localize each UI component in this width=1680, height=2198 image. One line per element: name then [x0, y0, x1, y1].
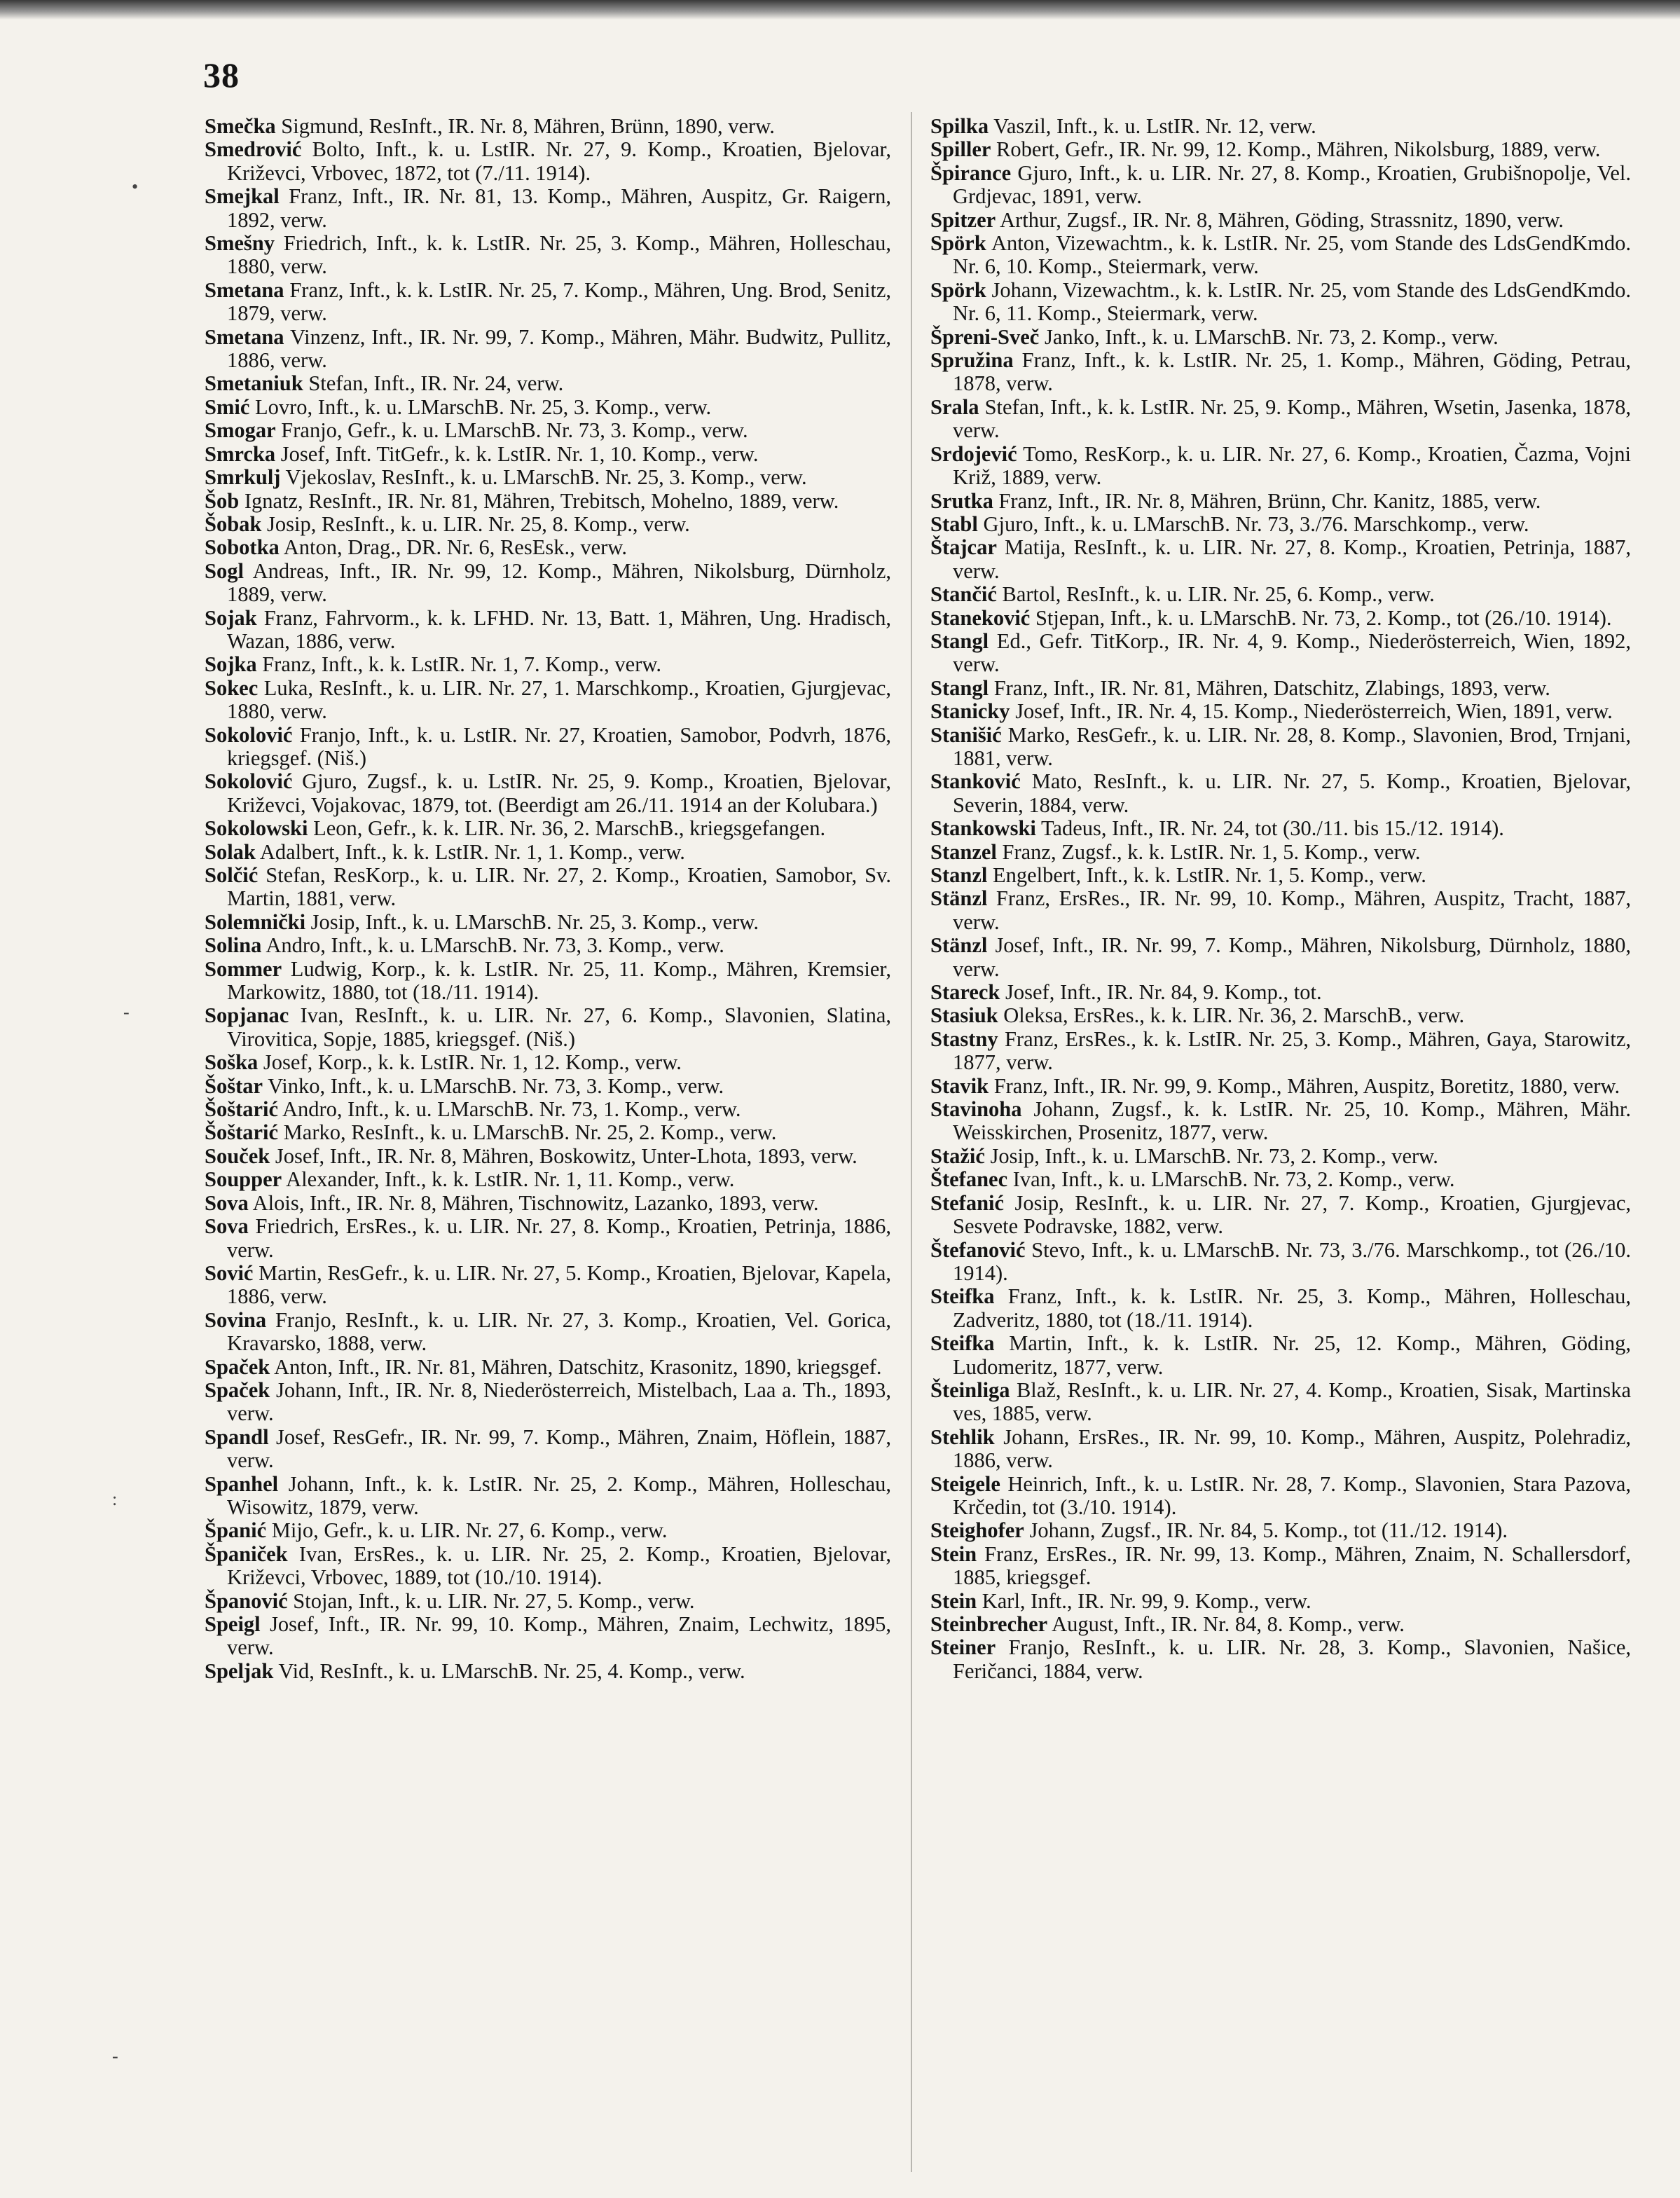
entry-details: Josef, Inft., IR. Nr. 8, Mähren, Boskowitz, Unter-Lhota, 1893, verw.	[270, 1143, 858, 1168]
entry-surname: Solina	[205, 933, 262, 958]
entry-surname: Stangl	[930, 675, 989, 700]
register-entry	[205, 958, 891, 1005]
register-entry	[205, 1145, 891, 1168]
entry-surname: Speigl	[205, 1612, 261, 1636]
entry-surname: Srdojević	[930, 441, 1017, 466]
entry-details: Anton, Inft., IR. Nr. 81, Mähren, Datschitz, Krasonitz, 1890, kriegsgef.	[270, 1354, 882, 1379]
register-entry	[205, 817, 891, 840]
entry-details: Luka, ResInft., k. u. LIR. Nr. 27, 1. Marschkomp., Kroatien, Gjurgjevac, 1880, verw.	[227, 675, 891, 724]
entry-details: Franz, Inft., IR. Nr. 81, 13. Komp., Mähren, Auspitz, Gr. Raigern, 1892, verw.	[227, 184, 891, 232]
entry-details: Josip, Inft., k. u. LMarschB. Nr. 73, 2. Komp., verw.	[984, 1143, 1438, 1168]
entry-surname: Spitzer	[930, 207, 996, 232]
entry-details: Johann, Vizewachtm., k. k. LstIR. Nr. 25, vom Stande des LdsGendKmdo. Nr. 6, 11. Komp., Steiermark, verw.	[953, 277, 1631, 326]
entry-details: Stojan, Inft., k. u. LIR. Nr. 27, 5. Komp., verw.	[287, 1588, 695, 1613]
entry-surname: Soupper	[205, 1167, 282, 1192]
entry-details: Marko, ResInft., k. u. LMarschB. Nr. 25, 2. Komp., verw.	[278, 1120, 777, 1145]
register-entry	[205, 841, 891, 864]
register-entry	[205, 677, 891, 724]
register-entry	[930, 770, 1631, 817]
entry-surname: Steighofer	[930, 1518, 1024, 1543]
entry-details: Johann, Inft., k. k. LstIR. Nr. 25, 2. Komp., Mähren, Holleschau, Wisowitz, 1879, verw.	[227, 1471, 891, 1519]
column-divider	[911, 112, 912, 2172]
register-entry	[930, 1473, 1631, 1520]
register-entry	[930, 1285, 1631, 1332]
entry-surname: Stavinoha	[930, 1097, 1022, 1122]
entry-surname: Stänzl	[930, 886, 988, 911]
register-entry	[205, 724, 891, 771]
entry-details: Andro, Inft., k. u. LMarschB. Nr. 73, 3. Komp., verw.	[261, 933, 724, 958]
entry-details: Josef, Inft., IR. Nr. 99, 7. Komp., Mähren, Nikolsburg, Dürnholz, 1880, verw.	[953, 933, 1631, 981]
entry-surname: Sova	[205, 1214, 249, 1239]
register-entry	[930, 279, 1631, 326]
entry-surname: Stankowski	[930, 816, 1036, 841]
entry-details: Martin, ResGefr., k. u. LIR. Nr. 27, 5. Komp., Kroatien, Bjelovar, Kapela, 1886, verw.	[227, 1261, 891, 1309]
entry-details: Franjo, Gefr., k. u. LMarschB. Nr. 73, 3. Komp., verw.	[275, 418, 748, 443]
entry-surname: Sogl	[205, 558, 244, 583]
register-entry	[205, 1075, 891, 1098]
entry-details: Arthur, Zugsf., IR. Nr. 8, Mähren, Göding, Strassnitz, 1890, verw.	[996, 207, 1564, 232]
register-entry	[930, 841, 1631, 864]
entry-surname: Solak	[205, 839, 256, 864]
entry-surname: Štajcar	[930, 535, 997, 560]
entry-details: Mato, ResInft., k. u. LIR. Nr. 27, 5. Komp., Kroatien, Bjelovar, Severin, 1884, verw.	[953, 769, 1631, 817]
register-entry	[930, 864, 1631, 887]
entry-surname: Stančić	[930, 582, 997, 607]
entry-details: Stefan, Inft., k. k. LstIR. Nr. 25, 9. Komp., Mähren, Wsetin, Jasenka, 1878, verw.	[953, 394, 1631, 443]
entry-surname: Smetana	[205, 277, 284, 302]
entry-surname: Steinbrecher	[930, 1612, 1048, 1636]
register-entry	[205, 911, 891, 934]
entry-surname: Španiček	[205, 1541, 288, 1566]
register-entry	[930, 115, 1631, 138]
register-entry	[205, 560, 891, 607]
entry-details: Bartol, ResInft., k. u. LIR. Nr. 25, 6. Komp., verw.	[996, 582, 1435, 607]
register-entry	[930, 934, 1631, 981]
entry-surname: Sović	[205, 1261, 254, 1285]
register-entry	[930, 1543, 1631, 1590]
entry-surname: Souček	[205, 1143, 270, 1168]
register-entry	[930, 349, 1631, 396]
entry-surname: Spilka	[930, 114, 989, 138]
entry-surname: Stanicky	[930, 699, 1010, 724]
register-entry	[205, 326, 891, 373]
entry-surname: Sopjanac	[205, 1003, 289, 1028]
entry-surname: Šteinliga	[930, 1378, 1010, 1402]
entry-details: August, Inft., IR. Nr. 84, 8. Komp., verw.	[1047, 1612, 1405, 1636]
entry-surname: Šoštar	[205, 1073, 263, 1098]
entry-surname: Spaček	[205, 1354, 270, 1379]
register-entry	[205, 115, 891, 138]
register-entry	[205, 607, 891, 654]
entry-details: Josef, Inft. TitGefr., k. k. LstIR. Nr. 1, 10. Komp., verw.	[275, 441, 759, 466]
register-entry	[205, 232, 891, 279]
register-entry	[205, 1660, 891, 1683]
register-entry	[205, 443, 891, 466]
register-entry	[205, 396, 891, 419]
entry-details: Karl, Inft., IR. Nr. 99, 9. Komp., verw.	[977, 1588, 1311, 1613]
register-entry	[205, 1168, 891, 1191]
register-entry	[930, 513, 1631, 536]
margin-dash: -	[112, 2046, 118, 2066]
entry-details: Leon, Gefr., k. k. LIR. Nr. 36, 2. MarschB., kriegsgefangen.	[308, 816, 826, 841]
entry-details: Mijo, Gefr., k. u. LIR. Nr. 27, 6. Komp., verw.	[266, 1518, 668, 1543]
entry-details: Josip, Inft., k. u. LMarschB. Nr. 25, 3. Komp., verw.	[305, 909, 759, 934]
entry-surname: Sojka	[205, 652, 257, 677]
entry-details: Ivan, Inft., k. u. LMarschB. Nr. 73, 2. Komp., verw.	[1007, 1167, 1455, 1192]
entry-details: Franz, Inft., IR. Nr. 81, Mähren, Datschitz, Zlabings, 1893, verw.	[989, 675, 1550, 700]
entry-surname: Stangl	[930, 629, 989, 653]
right-column	[930, 115, 1631, 1683]
register-entry	[930, 1590, 1631, 1613]
entry-details: Stefan, Inft., IR. Nr. 24, verw.	[303, 371, 564, 396]
register-entry	[205, 1473, 891, 1520]
entry-surname: Sobotka	[205, 535, 280, 560]
register-entry	[205, 934, 891, 957]
entry-surname: Solčić	[205, 863, 259, 887]
register-entry	[930, 443, 1631, 490]
entry-surname: Spaček	[205, 1378, 270, 1402]
entry-details: Vinko, Inft., k. u. LMarschB. Nr. 73, 3. Komp., verw.	[263, 1073, 724, 1098]
entry-details: Vid, ResInft., k. u. LMarschB. Nr. 25, 4. Komp., verw.	[273, 1658, 745, 1683]
entry-details: Alexander, Inft., k. k. LstIR. Nr. 1, 11. Komp., verw.	[282, 1167, 735, 1192]
register-entry	[205, 1004, 891, 1051]
entry-details: Friedrich, ErsRes., k. u. LIR. Nr. 27, 8. Komp., Kroatien, Petrinja, 1886, verw.	[227, 1214, 891, 1262]
entry-surname: Spörk	[930, 231, 986, 256]
register-entry	[930, 1192, 1631, 1239]
entry-surname: Šoštarić	[205, 1120, 279, 1145]
entry-details: Martin, Inft., k. k. LstIR. Nr. 25, 12. Komp., Mähren, Göding, Ludomeritz, 1877, verw.	[953, 1331, 1631, 1379]
register-entry	[930, 1004, 1631, 1027]
entry-details: Alois, Inft., IR. Nr. 8, Mähren, Tischnowitz, Lazanko, 1893, verw.	[248, 1190, 819, 1215]
register-entry	[930, 396, 1631, 443]
entry-details: Anton, Drag., DR. Nr. 6, ResEsk., verw.	[279, 535, 627, 560]
register-entry	[930, 1168, 1631, 1191]
register-entry	[930, 138, 1631, 161]
register-entry	[930, 326, 1631, 349]
entry-details: Gjuro, Zugsf., k. u. LstIR. Nr. 25, 9. Komp., Kroatien, Bjelovar, Križevci, Vojakovac, 1879, tot. (Beerdigt am 26./11. 1914 an der Kolubara.)	[227, 769, 891, 817]
register-entry	[930, 1332, 1631, 1379]
entry-surname: Sovina	[205, 1307, 267, 1332]
entry-surname: Stastny	[930, 1026, 998, 1051]
entry-details: Franz, Inft., k. k. LstIR. Nr. 25, 7. Komp., Mähren, Ung. Brod, Senitz, 1879, verw.	[227, 277, 891, 326]
entry-details: Johann, Inft., IR. Nr. 8, Niederösterreich, Mistelbach, Laa a. Th., 1893, verw.	[227, 1378, 891, 1426]
page-number: 38	[203, 55, 240, 95]
register-entry	[930, 630, 1631, 677]
entry-surname: Štefanović	[930, 1237, 1026, 1262]
register-entry	[930, 981, 1631, 1004]
entry-surname: Soška	[205, 1050, 259, 1075]
entry-details: Franz, Fahrvorm., k. k. LFHD. Nr. 13, Batt. 1, Mähren, Ung. Hradisch, Wazan, 1886, verw.	[227, 605, 891, 653]
entry-details: Franjo, ResInft., k. u. LIR. Nr. 27, 3. Komp., Kroatien, Vel. Gorica, Kravarsko, 1888, verw.	[227, 1307, 891, 1356]
register-entry	[930, 1379, 1631, 1426]
entry-surname: Smetaniuk	[205, 371, 303, 396]
register-entry	[205, 513, 891, 536]
entry-details: Vaszil, Inft., k. u. LstIR. Nr. 12, verw.	[989, 114, 1316, 138]
register-entry	[930, 1519, 1631, 1542]
entry-surname: Stanzel	[930, 839, 997, 864]
entry-details: Stevo, Inft., k. u. LMarschB. Nr. 73, 3./76. Marschkomp., tot (26./10. 1914).	[953, 1237, 1631, 1285]
entry-surname: Sokolović	[205, 722, 293, 747]
entry-details: Franz, ErsRes., k. k. LstIR. Nr. 25, 3. Komp., Mähren, Gaya, Starowitz, 1877, verw.	[953, 1026, 1631, 1075]
register-entry	[930, 1098, 1631, 1145]
entry-details: Janko, Inft., k. u. LMarschB. Nr. 73, 2. Komp., verw.	[1039, 324, 1499, 349]
register-entry	[205, 466, 891, 489]
register-entry	[205, 1051, 891, 1074]
register-entry	[205, 1590, 891, 1613]
entry-details: Tomo, ResKorp., k. u. LIR. Nr. 27, 6. Komp., Kroatien, Čazma, Vojni Križ, 1889, verw.	[953, 441, 1631, 490]
entry-details: Franz, ErsRes., IR. Nr. 99, 13. Komp., Mähren, Znaim, N. Schallersdorf, 1885, kriegsgef.	[953, 1541, 1631, 1590]
entry-details: Josef, ResGefr., IR. Nr. 99, 7. Komp., Mähren, Znaim, Höflein, 1887, verw.	[227, 1424, 891, 1473]
register-entry	[205, 279, 891, 326]
entry-surname: Špreni-Sveč	[930, 324, 1040, 349]
margin-colon: :	[112, 1489, 118, 1509]
entry-surname: Srutka	[930, 488, 993, 513]
entry-details: Marko, ResGefr., k. u. LIR. Nr. 28, 8. Komp., Slavonien, Brod, Trnjani, 1881, verw.	[953, 722, 1631, 770]
entry-details: Engelbert, Inft., k. k. LstIR. Nr. 1, 5. Komp., verw.	[987, 863, 1426, 887]
entry-details: Josef, Inft., IR. Nr. 4, 15. Komp., Niederösterreich, Wien, 1891, verw.	[1010, 699, 1613, 724]
entry-surname: Spiller	[930, 137, 991, 162]
entry-details: Franz, ErsRes., IR. Nr. 99, 10. Komp., Mähren, Auspitz, Tracht, 1887, verw.	[953, 886, 1631, 934]
entry-surname: Stažić	[930, 1143, 985, 1168]
entry-details: Ludwig, Korp., k. k. LstIR. Nr. 25, 11. Komp., Mähren, Kremsier, Markowitz, 1880, tot (18./11. 1914).	[227, 956, 891, 1005]
entry-surname: Španić	[205, 1518, 267, 1543]
entry-surname: Solemnički	[205, 909, 306, 934]
entry-surname: Španović	[205, 1588, 288, 1613]
entry-surname: Stareck	[930, 980, 1000, 1005]
register-entry	[205, 490, 891, 513]
register-entry	[930, 1239, 1631, 1286]
entry-surname: Stein	[930, 1588, 977, 1613]
register-entry	[930, 677, 1631, 700]
entry-details: Franz, Inft., k. k. LstIR. Nr. 1, 7. Komp., verw.	[256, 652, 662, 677]
register-entry	[930, 209, 1631, 232]
entry-details: Johann, Zugsf., k. k. LstIR. Nr. 25, 10. Komp., Mähren, Mähr. Weisskirchen, Prosenitz, 1877, verw.	[953, 1097, 1631, 1145]
entry-surname: Smić	[205, 394, 250, 419]
register-entry	[205, 185, 891, 232]
entry-details: Bolto, Inft., k. u. LstIR. Nr. 27, 9. Komp., Kroatien, Bjelovar, Križevci, Vrbovec, 1872, tot (7./11. 1914).	[227, 137, 891, 185]
register-entry	[205, 1192, 891, 1215]
register-entry	[930, 1075, 1631, 1098]
register-entry	[205, 1098, 891, 1121]
entry-surname: Steifka	[930, 1284, 995, 1309]
entry-surname: Spandl	[205, 1424, 269, 1449]
register-entry	[205, 419, 891, 442]
register-entry	[205, 138, 891, 185]
entry-details: Andro, Inft., k. u. LMarschB. Nr. 73, 1. Komp., verw.	[278, 1097, 741, 1122]
page-top-edge	[0, 0, 1680, 20]
entry-details: Adalbert, Inft., k. k. LstIR. Nr. 1, 1. Komp., verw.	[255, 839, 685, 864]
entry-details: Vjekoslav, ResInft., k. u. LMarschB. Nr. 25, 3. Komp., verw.	[280, 465, 807, 490]
entry-surname: Spörk	[930, 277, 986, 302]
entry-details: Ed., Gefr. TitKorp., IR. Nr. 4, 9. Komp., Niederösterreich, Wien, 1892, verw.	[953, 629, 1631, 677]
register-entry	[205, 1121, 891, 1144]
entry-surname: Sokolowski	[205, 816, 308, 841]
register-entry	[205, 372, 891, 395]
entry-details: Ivan, ResInft., k. u. LIR. Nr. 27, 6. Komp., Slavonien, Slatina, Virovitica, Sopje, 1885, kriegsgef. (Niš.)	[227, 1003, 891, 1051]
register-entry	[930, 1028, 1631, 1075]
entry-surname: Šoštarić	[205, 1097, 279, 1122]
register-entry	[930, 817, 1631, 840]
entry-surname: Steiner	[930, 1635, 996, 1660]
register-entry	[205, 1613, 891, 1660]
entry-surname: Smečka	[205, 114, 276, 138]
entry-details: Franjo, ResInft., k. u. LIR. Nr. 28, 3. Komp., Slavonien, Našice, Feričanci, 1884, verw.	[953, 1635, 1631, 1683]
entry-surname: Stasiuk	[930, 1003, 998, 1028]
entry-details: Friedrich, Inft., k. k. LstIR. Nr. 25, 3. Komp., Mähren, Holleschau, 1880, verw.	[227, 231, 891, 279]
entry-surname: Staneković	[930, 605, 1031, 630]
register-entry	[930, 1145, 1631, 1168]
register-entry	[205, 1309, 891, 1356]
entry-surname: Smrcka	[205, 441, 276, 466]
entry-surname: Stein	[930, 1541, 977, 1566]
register-entry	[930, 162, 1631, 209]
entry-details: Gjuro, Inft., k. u. LMarschB. Nr. 73, 3./76. Marschkomp., verw.	[977, 511, 1529, 536]
register-entry	[930, 1613, 1631, 1636]
entry-details: Oleksa, ErsRes., k. k. LIR. Nr. 36, 2. MarschB., verw.	[998, 1003, 1465, 1028]
entry-surname: Spružina	[930, 348, 1014, 373]
register-entry	[930, 1636, 1631, 1683]
register-entry	[930, 887, 1631, 934]
register-entry	[205, 770, 891, 817]
entry-surname: Stefanić	[930, 1190, 1005, 1215]
entry-surname: Stabl	[930, 511, 978, 536]
register-entry	[205, 864, 891, 911]
entry-surname: Speljak	[205, 1658, 274, 1683]
entry-details: Josip, ResInft., k. u. LIR. Nr. 25, 8. Komp., verw.	[261, 511, 690, 536]
entry-details: Tadeus, Inft., IR. Nr. 24, tot (30./11. bis 15./12. 1914).	[1035, 816, 1504, 841]
entry-surname: Srala	[930, 394, 979, 419]
entry-details: Stjepan, Inft., k. u. LMarschB. Nr. 73, 2. Komp., tot (26./10. 1914).	[1030, 605, 1612, 630]
register-entry	[930, 536, 1631, 583]
entry-surname: Sova	[205, 1190, 249, 1215]
left-column	[205, 115, 891, 1683]
margin-dot: •	[132, 177, 139, 197]
entry-surname: Smogar	[205, 418, 276, 443]
register-entry	[205, 1543, 891, 1590]
register-entry	[930, 700, 1631, 723]
register-entry	[930, 724, 1631, 771]
register-entry	[205, 1519, 891, 1542]
register-entry	[930, 1426, 1631, 1473]
entry-surname: Smešny	[205, 231, 275, 256]
entry-surname: Stanišić	[930, 722, 1002, 747]
entry-details: Franz, Inft., IR. Nr. 99, 9. Komp., Mähren, Auspitz, Boretitz, 1880, verw.	[989, 1073, 1620, 1098]
entry-surname: Stanzl	[930, 863, 988, 887]
entry-surname: Šobak	[205, 511, 262, 536]
entry-surname: Špirance	[930, 160, 1012, 185]
entry-details: Johann, ErsRes., IR. Nr. 99, 10. Komp., Mähren, Auspitz, Polehradiz, 1886, verw.	[953, 1424, 1631, 1473]
register-entry	[930, 232, 1631, 279]
entry-surname: Sommer	[205, 956, 282, 981]
entry-surname: Steifka	[930, 1331, 995, 1356]
entry-details: Franz, Inft., k. k. LstIR. Nr. 25, 3. Komp., Mähren, Holleschau, Zadveritz, 1880, tot (18./11. 1914).	[953, 1284, 1631, 1332]
register-entry	[930, 583, 1631, 606]
entry-details: Stefan, ResKorp., k. u. LIR. Nr. 27, 2. Komp., Kroatien, Samobor, Sv. Martin, 1881, verw.	[227, 863, 891, 911]
entry-surname: Steigele	[930, 1471, 1000, 1496]
entry-surname: Smrkulj	[205, 465, 281, 490]
entry-surname: Šob	[205, 488, 240, 513]
entry-details: Lovro, Inft., k. u. LMarschB. Nr. 25, 3. Komp., verw.	[249, 394, 712, 419]
entry-surname: Spanhel	[205, 1471, 279, 1496]
register-entry	[205, 1379, 891, 1426]
entry-surname: Stehlik	[930, 1424, 995, 1449]
register-entry	[930, 607, 1631, 630]
entry-details: Robert, Gefr., IR. Nr. 99, 12. Komp., Mähren, Nikolsburg, 1889, verw.	[991, 137, 1601, 162]
entry-details: Vinzenz, Inft., IR. Nr. 99, 7. Komp., Mähren, Mähr. Budwitz, Pullitz, 1886, verw.	[227, 324, 891, 373]
register-entry	[205, 653, 891, 676]
entry-details: Josef, Korp., k. k. LstIR. Nr. 1, 12. Komp., verw.	[258, 1050, 682, 1075]
entry-surname: Smetana	[205, 324, 284, 349]
entry-surname: Stänzl	[930, 933, 988, 958]
entry-details: Josef, Inft., IR. Nr. 99, 10. Komp., Mähren, Znaim, Lechwitz, 1895, verw.	[227, 1612, 891, 1660]
entry-surname: Sojak	[205, 605, 257, 630]
entry-details: Josip, ResInft., k. u. LIR. Nr. 27, 7. Komp., Kroatien, Gjurgjevac, Sesvete Podravske, 1882, verw.	[953, 1190, 1631, 1239]
entry-details: Blaž, ResInft., k. u. LIR. Nr. 27, 4. Komp., Kroatien, Sisak, Martinska ves, 1885, verw.	[953, 1378, 1631, 1426]
entry-details: Franjo, Inft., k. u. LstIR. Nr. 27, Kroatien, Samobor, Podvrh, 1876, kriegsgef. (Niš.)	[227, 722, 891, 770]
entry-details: Gjuro, Inft., k. u. LIR. Nr. 27, 8. Komp., Kroatien, Grubišnopolje, Vel. Grdjevac, 1891, verw.	[953, 160, 1631, 209]
entry-details: Ivan, ErsRes., k. u. LIR. Nr. 25, 2. Komp., Kroatien, Bjelovar, Križevci, Vrbovec, 1889, tot (10./10. 1914).	[227, 1541, 891, 1590]
margin-dash: -	[123, 1002, 130, 1022]
entry-details: Sigmund, ResInft., IR. Nr. 8, Mähren, Brünn, 1890, verw.	[275, 114, 775, 138]
entry-details: Heinrich, Inft., k. u. LstIR. Nr. 28, 7. Komp., Slavonien, Stara Pazova, Krčedin, tot (3./10. 1914).	[953, 1471, 1631, 1519]
entry-surname: Štefanec	[930, 1167, 1008, 1192]
entry-details: Josef, Inft., IR. Nr. 84, 9. Komp., tot.	[1000, 980, 1322, 1005]
entry-details: Franz, Inft., IR. Nr. 8, Mähren, Brünn, Chr. Kanitz, 1885, verw.	[993, 488, 1541, 513]
entry-surname: Smejkal	[205, 184, 280, 209]
entry-surname: Smedrović	[205, 137, 302, 162]
entry-details: Anton, Vizewachtm., k. k. LstIR. Nr. 25, vom Stande des LdsGendKmdo. Nr. 6, 10. Komp., Steiermark, verw.	[953, 231, 1631, 279]
entry-details: Andreas, Inft., IR. Nr. 99, 12. Komp., Mähren, Nikolsburg, Dürnholz, 1889, verw.	[227, 558, 891, 607]
entry-surname: Stanković	[930, 769, 1021, 794]
entry-details: Matija, ResInft., k. u. LIR. Nr. 27, 8. Komp., Kroatien, Petrinja, 1887, verw.	[953, 535, 1631, 583]
register-entry	[205, 1356, 891, 1379]
entry-details: Franz, Inft., k. k. LstIR. Nr. 25, 1. Komp., Mähren, Göding, Petrau, 1878, verw.	[953, 348, 1631, 396]
entry-details: Franz, Zugsf., k. k. LstIR. Nr. 1, 5. Komp., verw.	[996, 839, 1421, 864]
register-entry	[205, 1426, 891, 1473]
register-entry	[205, 536, 891, 559]
entry-surname: Sokec	[205, 675, 259, 700]
entry-surname: Stavik	[930, 1073, 989, 1098]
entry-details: Johann, Zugsf., IR. Nr. 84, 5. Komp., tot (11./12. 1914).	[1024, 1518, 1508, 1543]
entry-surname: Sokolović	[205, 769, 293, 794]
entry-details: Ignatz, ResInft., IR. Nr. 81, Mähren, Trebitsch, Mohelno, 1889, verw.	[239, 488, 839, 513]
register-entry	[205, 1215, 891, 1262]
register-entry	[205, 1262, 891, 1309]
register-entry	[930, 490, 1631, 513]
